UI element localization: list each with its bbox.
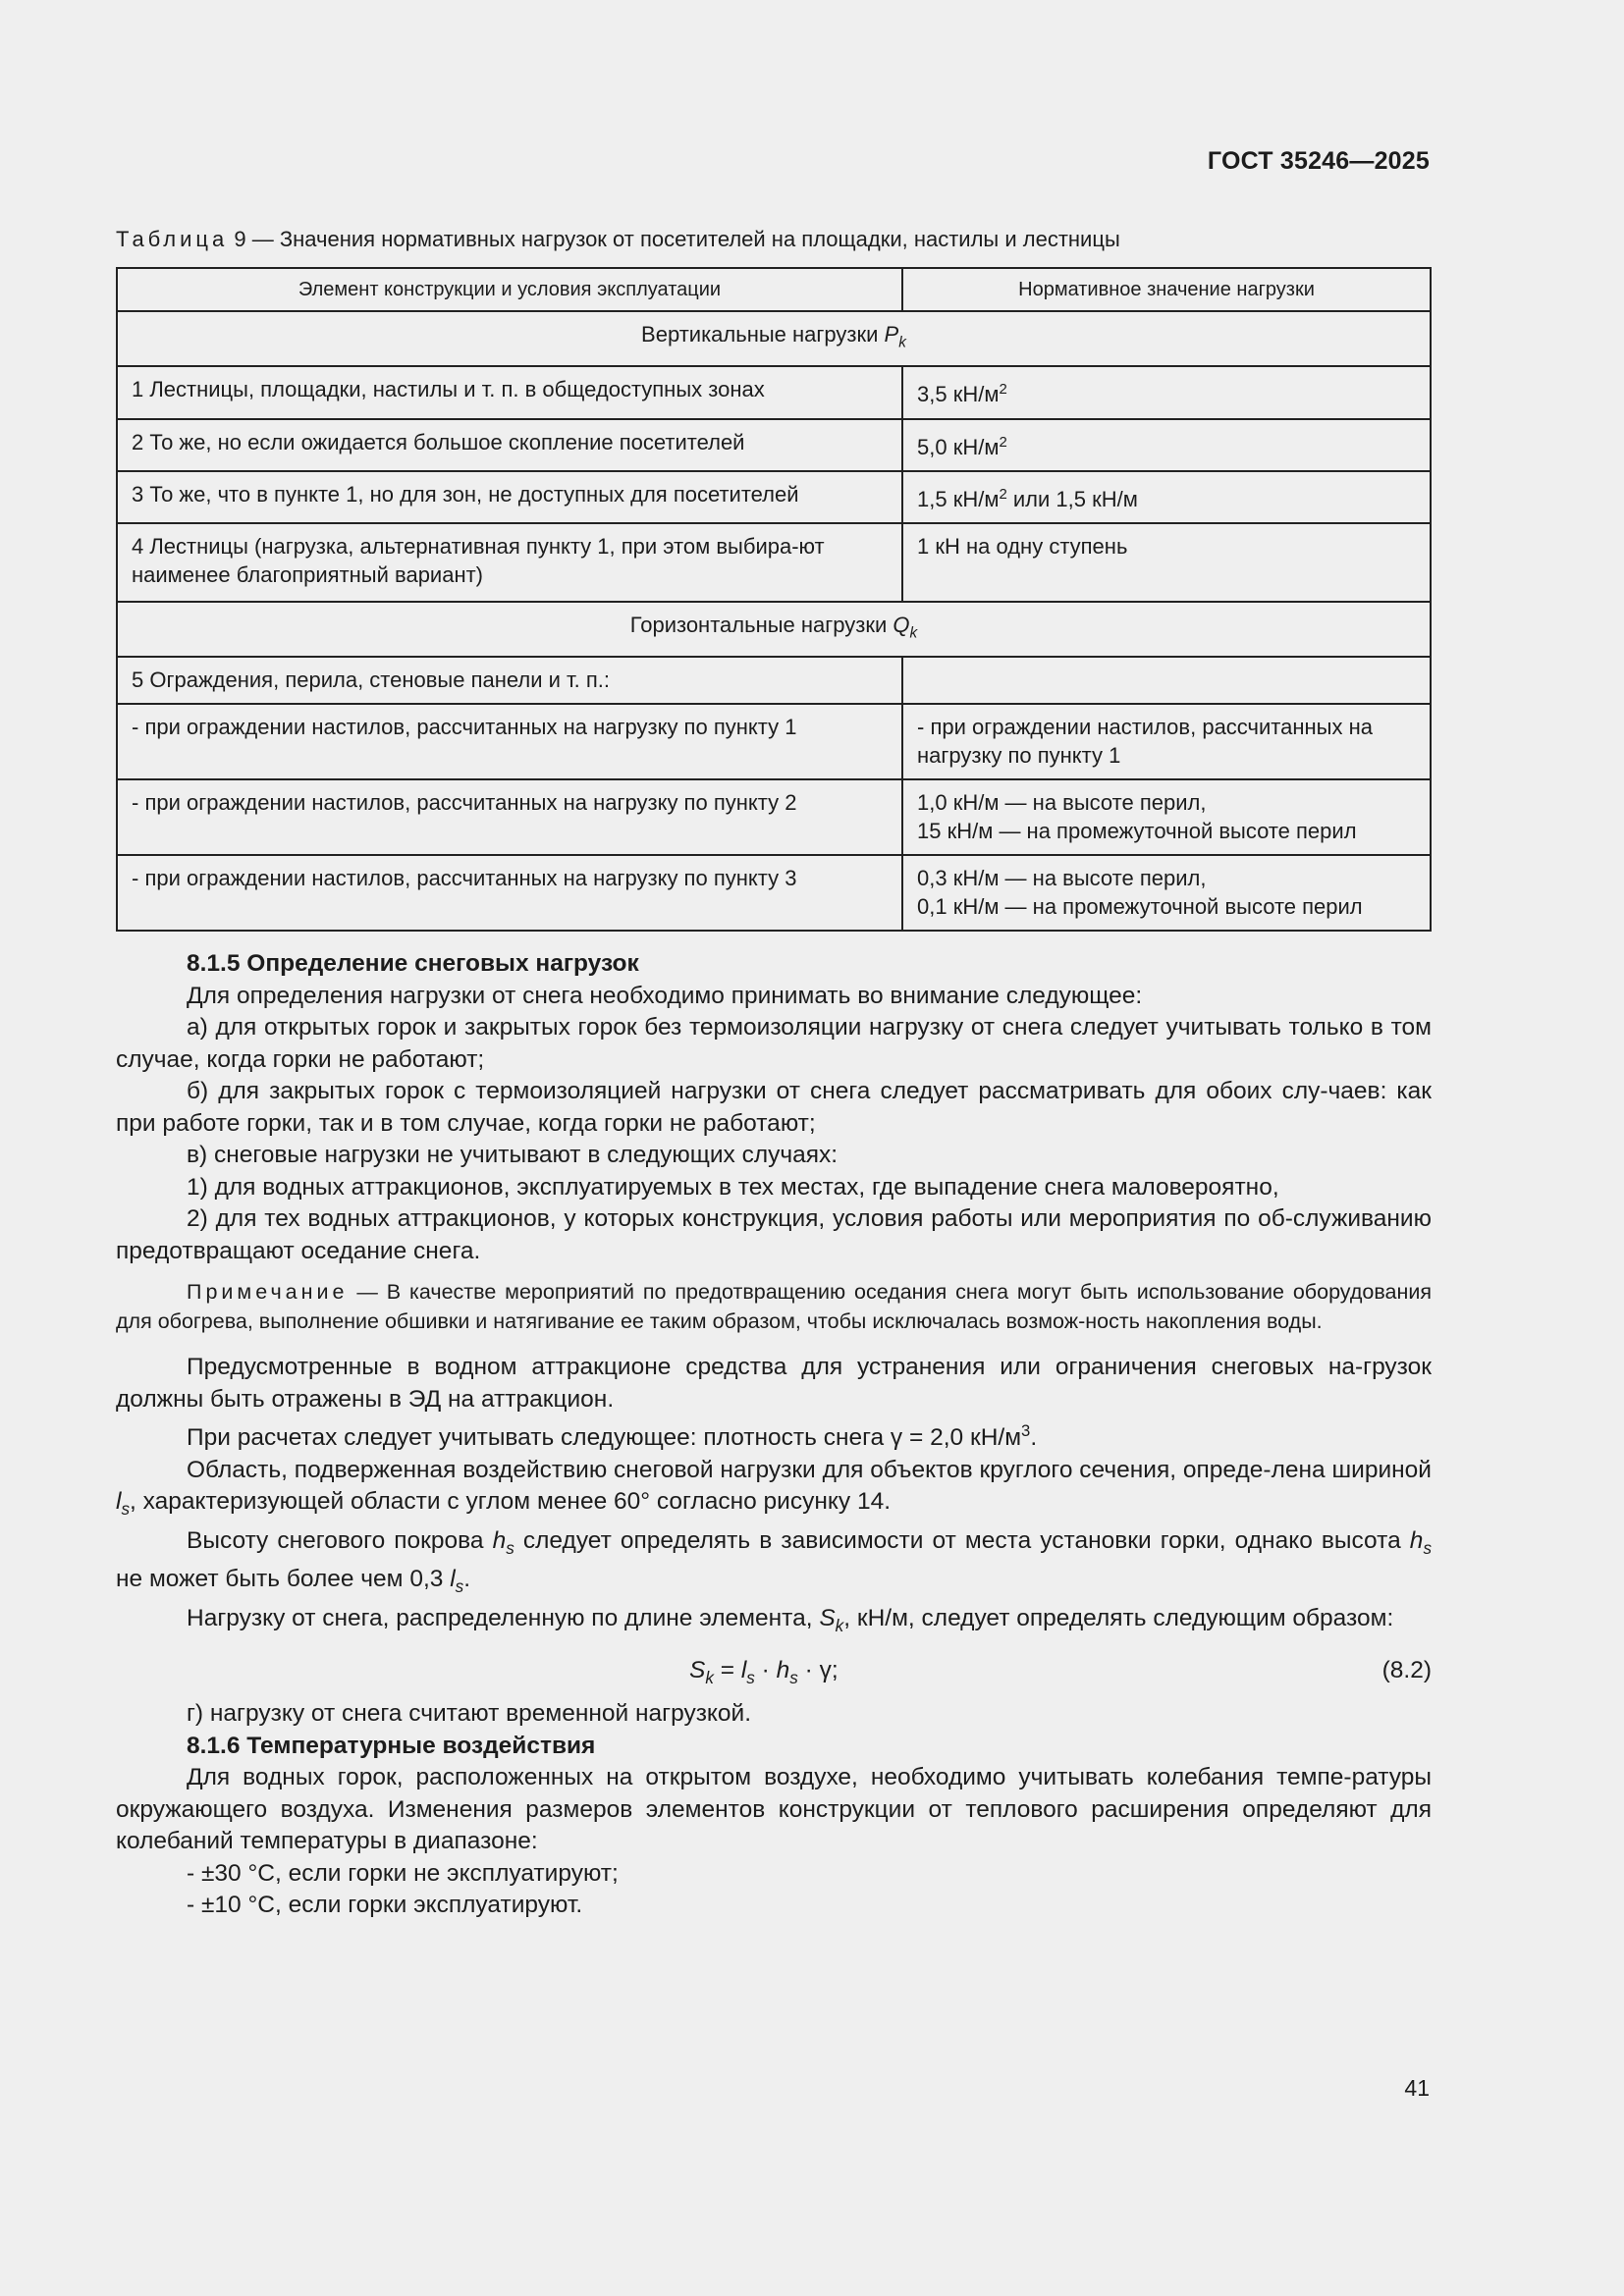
formula-number: (8.2) bbox=[1381, 1657, 1432, 1684]
cell-element: 5 Ограждения, перила, стеновые панели и т. п.: bbox=[117, 657, 902, 704]
paragraph: Предусмотренные в водном аттракционе средства для устранения или ограничения снеговых на-грузок должны быть отражены в ЭД на аттракцион. bbox=[116, 1354, 1432, 1413]
cell-value: 5,0 $кН/м^2$ bbox=[902, 419, 1431, 471]
note bbox=[116, 1277, 1432, 1336]
section-heading: 8.1.6 Температурные воздействия bbox=[187, 1732, 596, 1759]
cell-element: 3 То же, что в пункте 1, но для зон, не доступных для посетителей bbox=[117, 471, 902, 523]
table-row bbox=[117, 419, 1431, 471]
table-row bbox=[117, 366, 1431, 418]
section-horizontal: Горизонтальные нагрузки $Q_k$ bbox=[117, 602, 1431, 657]
cell-element: 4 Лестницы (нагрузка, альтернативная пункту 1, при этом выбира-ют наименее благоприятный вариант) bbox=[117, 523, 902, 602]
column-header-element: Элемент конструкции и условия эксплуатации bbox=[117, 268, 902, 311]
cell-value bbox=[902, 657, 1431, 704]
cell-value: 1,5 $кН/м^2$ или 1,5 кН/м bbox=[902, 471, 1431, 523]
table-row bbox=[117, 779, 1431, 855]
table-row bbox=[117, 657, 1431, 704]
paragraph: Для определения нагрузки от снега необходимо принимать во внимание следующее: bbox=[187, 982, 1143, 1009]
list-item: а) для открытых горок и закрытых горок без термоизоляции нагрузку от снега следует учитывать только в том случае, когда горки не работают; bbox=[116, 1014, 1432, 1073]
paragraph: Для водных горок, расположенных на открытом воздухе, необходимо учитывать колебания темпе-ратуры окружающего воздуха. Изменения размеров элементов конструкции от теплового расширения определяют для колебаний температуры в диапазоне: bbox=[116, 1764, 1432, 1855]
table-row bbox=[117, 471, 1431, 523]
paragraph: Нагрузку от снега, распределенную по длине элемента, $S_k$, кН/м, следует определять следующим образом: bbox=[187, 1604, 1394, 1635]
body-text bbox=[116, 948, 1432, 1922]
table-row bbox=[117, 523, 1431, 602]
paragraph: Высоту снегового покрова $h_s$ следует определять в зависимости от места установки горки, однако высота $h_s$ не может быть более чем 0,3 $l_s$. bbox=[116, 1526, 1433, 1597]
standard-header: ГОСТ 35246—2025 bbox=[1207, 147, 1430, 175]
cell-value: 1,0 кН/м — на высоте перил, 15 кН/м — на промежуточной высоте перил bbox=[902, 779, 1431, 855]
table-row bbox=[117, 704, 1431, 779]
cell-value: 1 кН на одну ступень bbox=[902, 523, 1431, 602]
section-heading: 8.1.5 Определение снеговых нагрузок bbox=[187, 950, 639, 977]
paragraph: При расчетах следует учитывать следующее: плотность снега γ = 2,0 $кН/м^3$. bbox=[187, 1421, 1038, 1452]
table-caption bbox=[116, 227, 1120, 252]
cell-value: 3,5 $кН/м^2$ bbox=[902, 366, 1431, 418]
table-section-row bbox=[117, 311, 1431, 366]
cell-element: 2 То же, но если ожидается большое скопление посетителей bbox=[117, 419, 902, 471]
note-label: Примечание bbox=[187, 1280, 349, 1304]
page-number: 41 bbox=[1404, 2075, 1430, 2101]
list-item: 2) для тех водных аттракционов, у которых конструкция, условия работы или мероприятия по об-служиванию предотвращают оседание снега. bbox=[116, 1205, 1432, 1264]
cell-value: - при ограждении настилов, рассчитанных на нагрузку по пункту 1 bbox=[902, 704, 1431, 779]
section-vertical: Вертикальные нагрузки $P_k$ bbox=[117, 311, 1431, 366]
list-item: в) снеговые нагрузки не учитывают в следующих случаях: bbox=[187, 1142, 839, 1168]
paragraph: Область, подверженная воздействию снеговой нагрузки для объектов круглого сечения, опреде-лена шириной $l_s$, характеризующей области с углом менее 60° согласно рисунку 14. bbox=[116, 1456, 1432, 1520]
cell-element: 1 Лестницы, площадки, настилы и т. п. в общедоступных зонах bbox=[117, 366, 902, 418]
table-caption-text: 9 — Значения нормативных нагрузок от посетителей на площадки, настилы и лестницы bbox=[234, 227, 1120, 251]
table-caption-prefix: Таблица bbox=[116, 227, 229, 251]
cell-element: - при ограждении настилов, рассчитанных на нагрузку по пункту 2 bbox=[117, 779, 902, 855]
formula-8-2 bbox=[116, 1643, 1432, 1698]
cell-element: - при ограждении настилов, рассчитанных на нагрузку по пункту 3 bbox=[117, 855, 902, 931]
formula-expression: $S_k = l_s \cdot h_s \cdot \gamma$; bbox=[689, 1657, 839, 1688]
list-item: - ±10 °С, если горки эксплуатируют. bbox=[187, 1892, 583, 1919]
table-section-row bbox=[117, 602, 1431, 657]
note-text: — В качестве мероприятий по предотвращению оседания снега могут быть использование оборудования для обогрева, выполнение обшивки и натягивание ее таким образом, чтобы исключалась возмож-ность накопления воды. bbox=[116, 1280, 1432, 1333]
list-item: - ±30 °С, если горки не эксплуатируют; bbox=[187, 1859, 619, 1887]
list-item: 1) для водных аттракционов, эксплуатируемых в тех местах, где выпадение снега маловероятно, bbox=[187, 1173, 1279, 1201]
table-row bbox=[117, 855, 1431, 931]
list-item: б) для закрытых горок с термоизоляцией нагрузки от снега следует рассматривать для обоих слу-чаев: как при работе горки, так и в том случае, когда горки не работают; bbox=[116, 1078, 1432, 1137]
cell-value: 0,3 кН/м — на высоте перил, 0,1 кН/м — на промежуточной высоте перил bbox=[902, 855, 1431, 931]
table-header-row bbox=[117, 268, 1431, 311]
list-item: г) нагрузку от снега считают временной нагрузкой. bbox=[187, 1700, 752, 1728]
column-header-value: Нормативное значение нагрузки bbox=[902, 268, 1431, 311]
loads-table bbox=[116, 267, 1432, 932]
cell-element: - при ограждении настилов, рассчитанных на нагрузку по пункту 1 bbox=[117, 704, 902, 779]
